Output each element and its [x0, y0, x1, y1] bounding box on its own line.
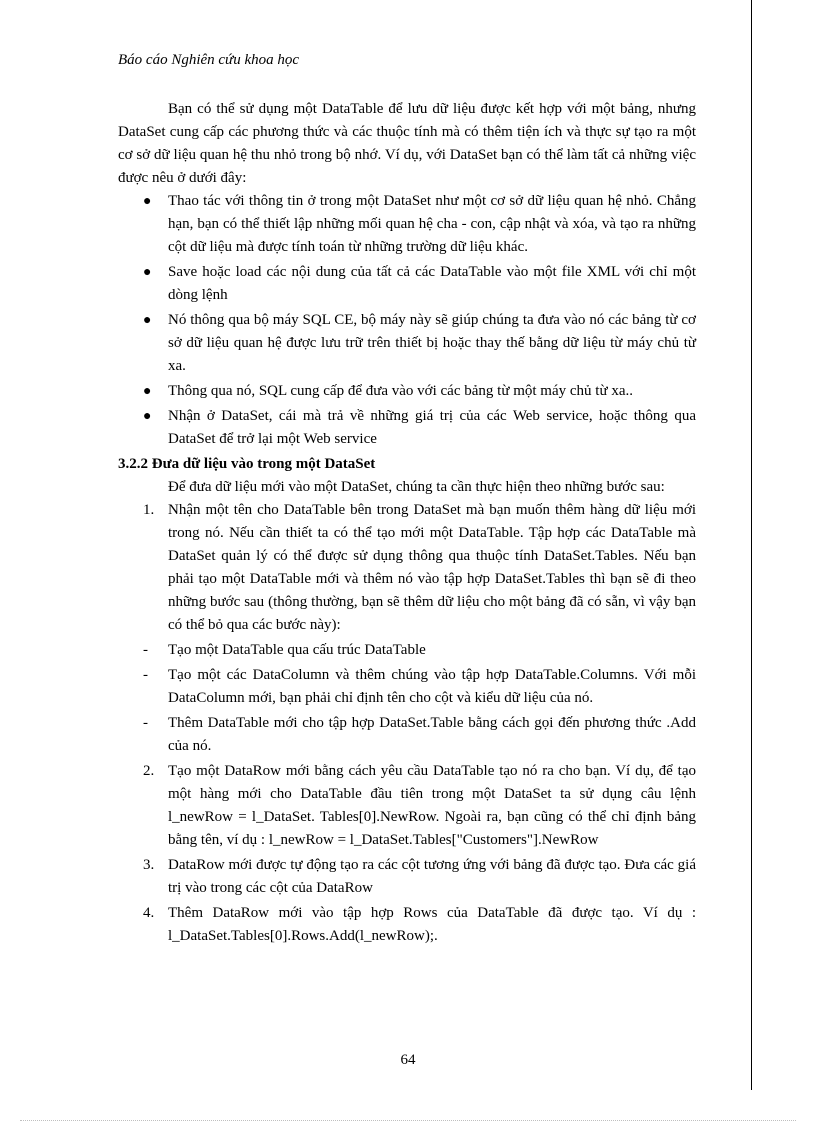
substep-item: - Tạo một DataTable qua cấu trúc DataTable — [118, 639, 696, 662]
list-item: ● Thao tác với thông tin ở trong một DataSet như một cơ sở dữ liệu quan hệ nhỏ. Chẳng hạn, bạn có thể thiết lập những mối quan hệ cha - con, cập nhật và xóa, và tạo ra những cột dữ liệu mà được tính toán từ những trường dữ liệu khác. — [118, 190, 696, 259]
section-heading: 3.2.2 Đưa dữ liệu vào trong một DataSet — [118, 456, 376, 472]
dash-icon: - — [143, 667, 148, 683]
bullet-icon: ● — [143, 409, 152, 424]
list-item: ● Save hoặc load các nội dung của tất cả các DataTable vào một file XML với chỉ một dòng lệnh — [118, 261, 696, 307]
dash-icon: - — [143, 715, 148, 731]
list-item: ● Thông qua nó, SQL cung cấp để đưa vào với các bảng từ một máy chủ từ xa.. — [118, 380, 696, 403]
page-bottom-border — [20, 1120, 796, 1121]
bullet-icon: ● — [143, 194, 152, 209]
bullet-icon: ● — [143, 265, 152, 280]
step-item: 1. Nhận một tên cho DataTable bên trong DataSet mà bạn muốn thêm hàng dữ liệu mới trong nó. Nếu cần thiết ta có thể tạo mới một DataTable. Tập hợp các DataTable mà DataSet quản lý có thể được sử dụng thông qua thuộc tính DataSet.Tables. Nếu bạn phải tạo một DataTable mới và thêm nó vào tập hợp DataSet.Tables thì bạn sẽ đi theo những bước sau (thông thường, bạn sẽ thêm dữ liệu cho một bảng đã có sẵn, vì vậy bạn có thể bỏ qua các bước này): — [118, 499, 696, 637]
step-item: 4. Thêm DataRow mới vào tập hợp Rows của DataTable đã được tạo. Ví dụ : l_DataSet.Tables[0].Rows.Add(l_newRow);. — [118, 902, 696, 948]
dash-icon: - — [143, 642, 148, 658]
bullet-icon: ● — [143, 313, 152, 328]
bullet-icon: ● — [143, 384, 152, 399]
substep-item: - Tạo một các DataColumn và thêm chúng vào tập hợp DataTable.Columns. Với mỗi DataColumn mới, bạn phải chỉ định tên cho cột và kiểu dữ liệu của nó. — [118, 664, 696, 710]
step-item: 3. DataRow mới được tự động tạo ra các cột tương ứng với bảng đã được tạo. Đưa các giá trị vào trong các cột của DataRow — [118, 854, 696, 900]
list-item: ● Nó thông qua bộ máy SQL CE, bộ máy này sẽ giúp chúng ta đưa vào nó các bảng từ cơ sở dữ liệu quan hệ được lưu trữ trên thiết bị hoặc thay thế bằng dữ liệu từ máy chủ từ xa. — [118, 309, 696, 378]
step-number: 3. — [143, 857, 155, 873]
substep-item: - Thêm DataTable mới cho tập hợp DataSet.Table bằng cách gọi đến phương thức .Add của nó. — [118, 712, 696, 758]
feature-list — [118, 190, 696, 451]
page-number: 64 — [400, 1052, 416, 1068]
steps-list-continued — [118, 760, 696, 948]
running-header: Báo cáo Nghiên cứu khoa học — [118, 52, 300, 68]
step-number: 2. — [143, 763, 155, 779]
step-number: 4. — [143, 905, 155, 921]
step-item: 2. Tạo một DataRow mới bằng cách yêu cầu DataTable tạo nó ra cho bạn. Ví dụ, để tạo một hàng mới cho DataTable đầu tiên trong một DataSet ta sử dụng câu lệnh l_newRow = l_DataSet. Tables[0].NewRow. Ngoài ra, bạn cũng có thể chỉ định bảng bằng tên, ví dụ : l_newRow = l_DataSet.Tables["Customers"].NewRow — [118, 760, 696, 852]
section-intro: Để đưa dữ liệu mới vào một DataSet, chúng ta cần thực hiện theo những bước sau: — [168, 479, 665, 495]
step-number: 1. — [143, 502, 155, 518]
page-body — [118, 98, 696, 950]
list-item: ● Nhận ở DataSet, cái mà trả về những giá trị của các Web service, hoặc thông qua DataSet để trở lại một Web service — [118, 405, 696, 451]
intro-paragraph: Bạn có thể sử dụng một DataTable để lưu dữ liệu được kết hợp với một bảng, nhưng DataSet cung cấp các phương thức và các thuộc tính mà có thêm tiện ích và thực sự tạo ra một cơ sở dữ liệu quan hệ thu nhỏ trong bộ nhớ. Ví dụ, với DataSet bạn có thể làm tất cả những việc được nêu ở dưới đây: — [118, 101, 696, 186]
margin-line — [751, 0, 752, 1090]
steps-list — [118, 499, 696, 637]
substeps-list — [118, 639, 696, 758]
